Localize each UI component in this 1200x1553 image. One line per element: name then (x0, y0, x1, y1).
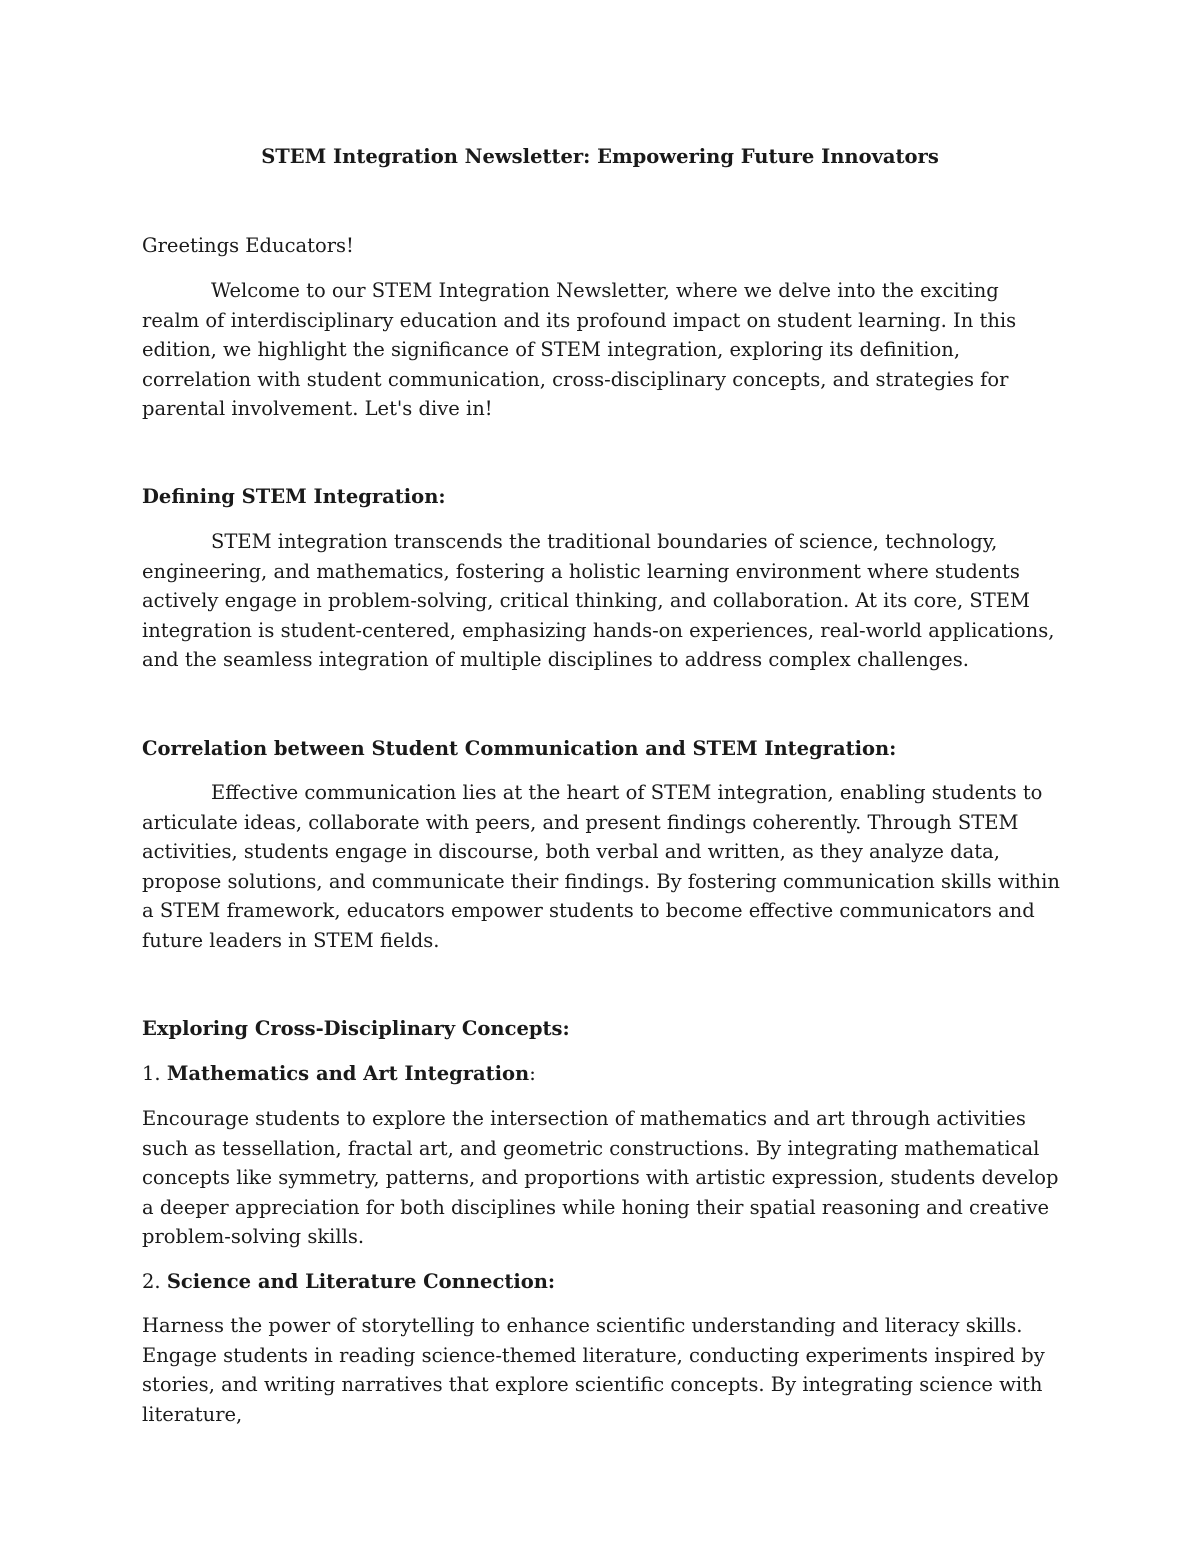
section-heading-defining: Defining STEM Integration: (142, 485, 446, 508)
greeting: Greetings Educators! (142, 234, 354, 257)
section-heading-cross-disciplinary: Exploring Cross-Disciplinary Concepts: (142, 1017, 570, 1040)
list-item-body: Encourage students to explore the intersection of mathematics and art through activities such as tessellation, fractal art, and geometric constructions. By integrating mathematical concepts like symmetry, patterns, and proportions with artistic expression, students develop a deeper appreciation for both disciplines while honing their spatial reasoning and creative problem-solving skills. (142, 1107, 1059, 1248)
list-item-body: Harness the power of storytelling to enhance scientific understanding and literacy skills. Engage students in reading science-themed literature, conducting experiments inspired by stories, and writing narratives that explore scientific concepts. By integrating science with literature, (142, 1314, 1045, 1426)
list-item-suffix: : (529, 1062, 536, 1085)
list-item-title: Science and Literature Connection: (166, 1270, 556, 1293)
section-heading-correlation: Correlation between Student Communication and STEM Integration: (142, 737, 897, 760)
list-item-heading (142, 1267, 1060, 1297)
intro-paragraph: Welcome to our STEM Integration Newsletter, where we delve into the exciting realm of interdisciplinary education and its profound impact on student learning. In this edition, we highlight the significance of STEM integration, exploring its definition, correlation with student communication, cross-disciplinary concepts, and strategies for parental involvement. Let's dive in! (142, 279, 1017, 420)
page-title: STEM Integration Newsletter: Empowering Future Innovators (261, 145, 939, 168)
list-item-number: 2. (142, 1270, 161, 1293)
list-item-title: Mathematics and Art Integration (166, 1062, 530, 1085)
section-body-correlation: Effective communication lies at the heart of STEM integration, enabling students to articulate ideas, collaborate with peers, and present findings coherently. Through STEM activities, students engage in discourse, both verbal and written, as they analyze data, propose solutions, and communicate their findings. By fostering communication skills within a STEM framework, educators empower students to become effective communicators and future leaders in STEM fields. (142, 781, 1060, 952)
section-body-defining: STEM integration transcends the traditional boundaries of science, technology, engineering, and mathematics, fostering a holistic learning environment where students actively engage in problem-solving, critical thinking, and collaboration. At its core, STEM integration is student-centered, emphasizing hands-on experiences, real-world applications, and the seamless integration of multiple disciplines to address complex challenges. (142, 530, 1055, 671)
list-item-heading (142, 1059, 1060, 1089)
list-item-number: 1. (142, 1062, 161, 1085)
